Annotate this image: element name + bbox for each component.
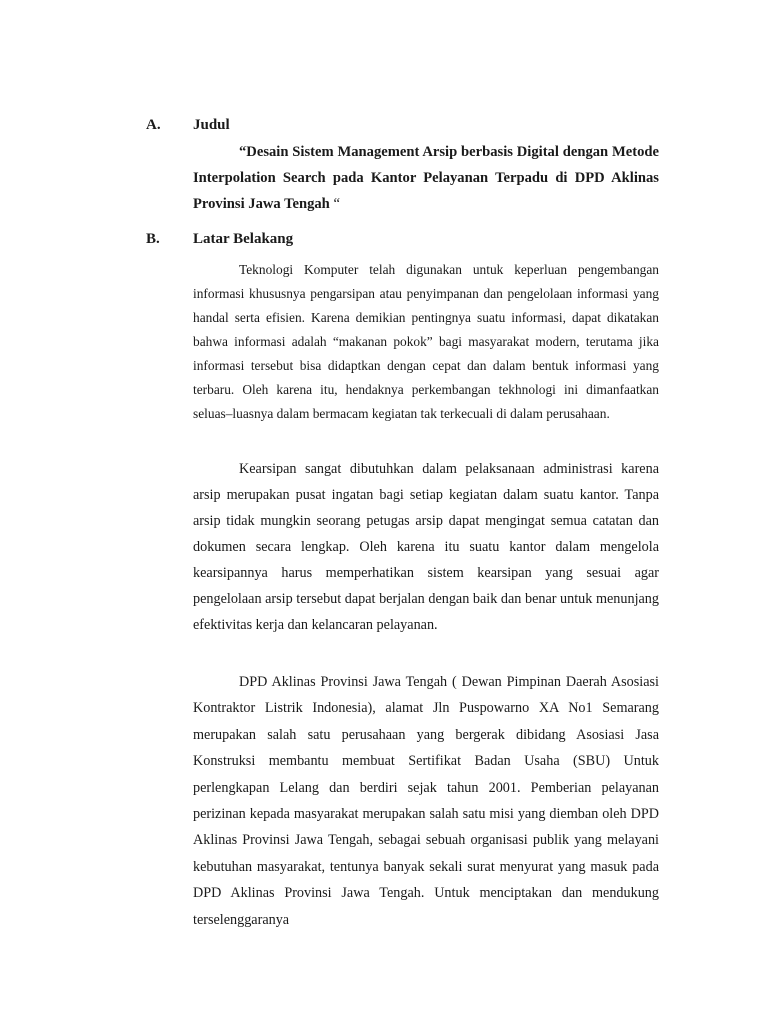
document-title (193, 139, 659, 217)
paragraph-3: DPD Aklinas Provinsi Jawa Tengah ( Dewan Pimpinan Daerah Asosiasi Kontraktor Listrik Indonesia), alamat Jln Puspowarno XA No1 Semarang merupakan salah satu perusahaan yang bergerak dibidang Asosiasi Jasa Konstruksi membantu membuat Sertifikat Badan Usaha (SBU) Untuk perlengkapan Lelang dan berdiri sejak tahun 2001. Pemberian pelayanan perizinan kepada masyarakat merupakan salah satu misi yang diemban oleh DPD Aklinas Provinsi Jawa Tengah, sebagai sebuah organisasi publik yang melayani kebutuhan masyarakat, tentunya banyak sekali surat menyurat yang masuk pada DPD Aklinas Provinsi Jawa Tengah. Untuk menciptakan dan mendukung terselenggaranya (193, 674, 659, 928)
paragraph-2: Kearsipan sangat dibutuhkan dalam pelaksanaan administrasi karena arsip merupakan pusat ingatan bagi setiap kegiatan dalam suatu kantor. Tanpa arsip tidak mungkin seorang petugas arsip dapat mengingat semua catatan dan dokumen secara lengkap. Oleh karena itu suatu kantor dalam mengelola kearsipannya harus memperhatikan sistem kearsipan yang sesuai agar pengelolaan arsip tersebut dapat berjalan dengan baik dan benar untuk menunjang efektivitas kerja dan kelancaran pelayanan. (193, 461, 659, 633)
document-title-close-quote: “ (329, 196, 340, 212)
section-b-letter: B. (146, 231, 160, 247)
section-a-letter: A. (146, 117, 161, 133)
paragraph-1: Teknologi Komputer telah digunakan untuk keperluan pengembangan informasi khususnya pengarsipan atau penyimpanan dan pengelolaan informasi yang handal serta efisien. Karena demikian pentingnya suatu informasi, dapat dikatakan bahwa informasi adalah “makanan pokok” bagi masyarakat modern, terutama jika informasi tersebut bisa didaptkan dengan cepat dan dalam bentuk informasi yang terbaru. Oleh karena itu, hendaknya perkembangan tekhnologi ini dimanfaatkan seluas–luasnya dalam bermacam kegiatan tak terkecuali di dalam perusahaan. (193, 262, 659, 421)
section-b-heading: Latar Belakang (193, 231, 294, 247)
document-title-text: “Desain Sistem Management Arsip berbasis Digital dengan Metode Interpolation Search pada Kantor Pelayanan Terpadu di DPD Aklinas Provinsi Jawa Tengah (193, 144, 659, 212)
section-a-heading: Judul (193, 117, 230, 133)
